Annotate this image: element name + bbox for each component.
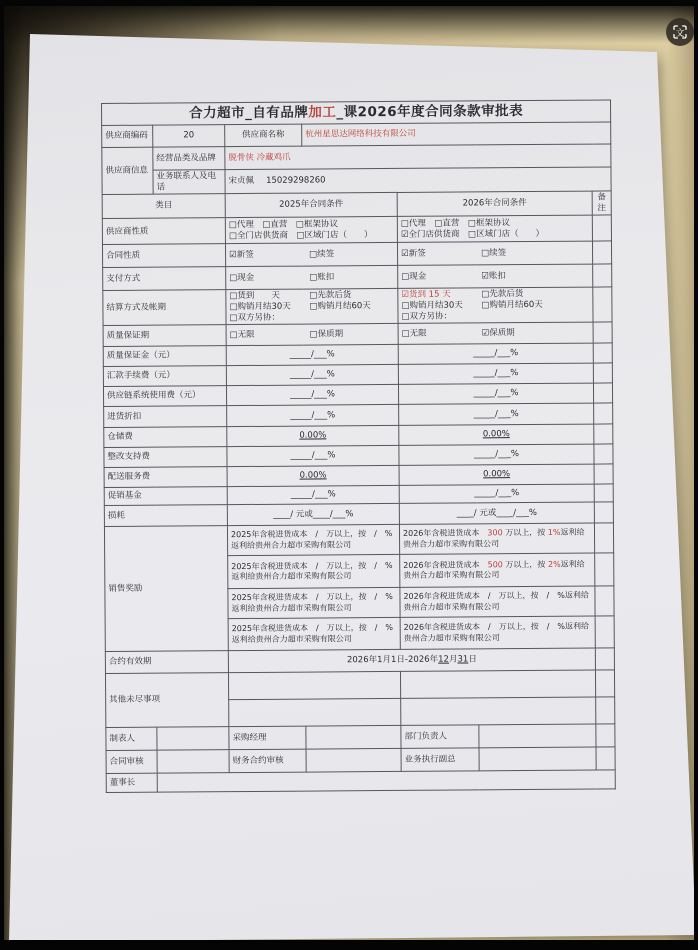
fee-row-2026 bbox=[399, 424, 594, 445]
rewards-text: 2025年含税进货成本 / 万以上，按 / %返利给贵州合力超市采购有限公司 bbox=[231, 623, 394, 644]
translate-button[interactable] bbox=[666, 18, 694, 46]
validity-label: 合约有效期 bbox=[105, 651, 228, 674]
validity-text: 日 bbox=[468, 654, 477, 665]
contact-name: 宋贞佩 bbox=[228, 176, 255, 187]
payment-2026-opt2: ☑账扣 bbox=[481, 271, 506, 282]
fee-row-2026-value: 0.00% bbox=[482, 429, 510, 440]
settlement-2025-opt-m30: □购销月结30天 bbox=[229, 301, 291, 313]
approval-form-table bbox=[101, 99, 616, 793]
fee-row-2026-value: 0.00% bbox=[483, 469, 511, 480]
finance-review-signature-cell bbox=[306, 749, 401, 773]
fee-row-2025: _____/___% bbox=[226, 365, 398, 386]
nature-2025-line2: □全门店供货商 □区域门店（ ） bbox=[228, 229, 373, 241]
fee-row-note bbox=[594, 502, 613, 523]
translate-glyph: 文 bbox=[675, 28, 685, 39]
validity-month: 12 bbox=[438, 655, 449, 666]
supplier-info-label: 供应商信息 bbox=[102, 147, 153, 195]
contract-2025-opt1: ☑新签 bbox=[229, 250, 254, 261]
settlement-2026-opt-m30: □购销月结30天 bbox=[401, 300, 463, 311]
fee-row-2026: _____/___% bbox=[399, 484, 594, 503]
fee-row-label: 整改支持费 bbox=[104, 447, 227, 468]
fee-row-2026 bbox=[399, 464, 594, 485]
other-matters-note bbox=[596, 697, 615, 724]
fee-row-2025: _____/___% bbox=[227, 446, 399, 467]
form-title-part2: _课2026年度合同条款审批表 bbox=[336, 103, 524, 121]
rewards-note bbox=[595, 586, 614, 616]
signature-note bbox=[596, 724, 615, 747]
validity-note bbox=[595, 648, 614, 670]
warranty-label: 质量保证期 bbox=[103, 325, 226, 347]
col-header-note: 备注 bbox=[592, 191, 611, 215]
form-title-part1: 合力超市_自有品牌 bbox=[189, 104, 309, 122]
contract-2026-opt1: ☑新签 bbox=[401, 248, 426, 259]
rewards-row-2026 bbox=[400, 616, 595, 649]
chairman-signature-cell bbox=[157, 770, 615, 792]
settlement-2025-opt-m60: □购销月结60天 bbox=[309, 301, 371, 312]
rewards-text: 返利给贵州合力超市采购有限公司 bbox=[403, 527, 585, 549]
supplier-name-label: 供应商名称 bbox=[225, 124, 302, 147]
fee-row-2025: _____/___% bbox=[226, 345, 398, 366]
fee-row-label: 促销基金 bbox=[104, 487, 227, 506]
fee-row-label: 损耗 bbox=[104, 505, 227, 527]
col-header-2025: 2025年合同条件 bbox=[225, 193, 397, 218]
col-header-category: 类目 bbox=[102, 194, 225, 219]
supplier-code-value: 20 bbox=[153, 125, 225, 148]
department-head-label: 部门负责人 bbox=[401, 725, 479, 749]
settlement-2025 bbox=[226, 289, 398, 325]
warranty-2025 bbox=[226, 324, 398, 346]
fee-row-2025: ____/ 元或____/___% bbox=[227, 504, 399, 526]
contract-note bbox=[592, 241, 611, 264]
payment-2025 bbox=[226, 266, 398, 290]
fee-row-label: 仓储费 bbox=[104, 427, 227, 448]
settlement-note bbox=[593, 287, 612, 322]
rewards-text: 2026年含税进货成本 bbox=[402, 528, 488, 539]
rewards-row-2026 bbox=[399, 523, 594, 554]
settlement-2025-opt-prepay: □先款后货 bbox=[309, 290, 352, 301]
fee-row-2025: _____/___% bbox=[227, 405, 399, 427]
rewards-row-2025 bbox=[228, 555, 400, 589]
rewards-text: 返利给贵州合力超市采购有限公司 bbox=[403, 559, 585, 581]
supplier-code-label: 供应商编码 bbox=[102, 125, 153, 147]
fee-row-note bbox=[594, 464, 613, 484]
fee-row-note bbox=[594, 444, 613, 464]
settlement-2026-opt-delivery: ☑货到 15 天 bbox=[401, 289, 451, 301]
rewards-row-2025 bbox=[228, 588, 400, 619]
warranty-2025-opt2: □保质期 bbox=[309, 329, 344, 340]
rewards-text: 万以上，按 bbox=[502, 528, 548, 538]
fee-row-note bbox=[593, 383, 612, 403]
form-title-highlight: 加工 bbox=[308, 104, 337, 121]
contract-review-label: 合同审核 bbox=[106, 750, 157, 773]
rewards-rate: 2% bbox=[547, 559, 561, 569]
category-brand-value: 脱骨侠 冷藏鸡爪 bbox=[225, 144, 611, 170]
fee-row-label: 汇款手续费（元） bbox=[103, 366, 226, 387]
fee-row-2026: _____/___% bbox=[398, 383, 593, 404]
settlement-2026-opt-other: □双方另协： bbox=[401, 311, 453, 322]
settlement-label: 结算方式及帐期 bbox=[103, 290, 226, 326]
settlement-2026-opt-m60: □购销月结60天 bbox=[481, 299, 543, 311]
other-matters-2025-cell bbox=[229, 699, 401, 727]
contract-2025 bbox=[225, 243, 397, 267]
rewards-note bbox=[595, 553, 614, 586]
warranty-2026-opt2: ☑保质期 bbox=[481, 328, 515, 339]
category-brand-label: 经营品类及品牌 bbox=[153, 147, 225, 171]
warranty-2026 bbox=[398, 322, 593, 344]
purchasing-manager-signature-cell bbox=[306, 726, 401, 750]
finance-review-label: 财务合约审核 bbox=[229, 749, 306, 773]
rewards-note bbox=[594, 523, 613, 553]
payment-label: 支付方式 bbox=[103, 267, 226, 291]
nature-2025 bbox=[225, 217, 397, 244]
contact-label: 业务联系人及电话 bbox=[153, 170, 225, 195]
fee-row-label: 配送服务费 bbox=[104, 467, 227, 488]
fee-row-2025-value: 0.00% bbox=[299, 470, 327, 482]
purchasing-manager-label: 采购经理 bbox=[229, 726, 306, 750]
warranty-2025-opt1: □无限 bbox=[229, 329, 255, 341]
preparer-signature-cell bbox=[157, 727, 229, 751]
chairman-label: 董事长 bbox=[106, 773, 157, 792]
rewards-text: 2025年含税进货成本 / 万以上，按 / %返利给贵州合力超市采购有限公司 bbox=[231, 560, 393, 582]
nature-label: 供应商性质 bbox=[102, 218, 225, 245]
warranty-2026-opt1: □无限 bbox=[401, 328, 427, 339]
fee-row-2026: _____/___% bbox=[398, 343, 593, 364]
payment-2025-opt2: □账扣 bbox=[309, 272, 335, 283]
approval-form bbox=[101, 99, 616, 793]
nature-2025-line1: □代理 □直营 □框架协议 bbox=[228, 219, 338, 231]
fee-row-2025: _____/___% bbox=[226, 385, 398, 406]
fee-row-2025-value: 0.00% bbox=[299, 430, 327, 442]
contact-value bbox=[225, 167, 611, 194]
rewards-text: 2026年含税进货成本 / 万以上，按 / %返利给贵州合力超市采购有限公司 bbox=[403, 621, 590, 643]
fee-row-note bbox=[593, 363, 612, 383]
rewards-row-2026 bbox=[400, 586, 595, 617]
other-matters-2025-cell bbox=[228, 672, 400, 700]
signature-note bbox=[596, 747, 615, 770]
executive-vp-signature-cell bbox=[479, 747, 596, 771]
other-matters-2026-cell bbox=[400, 670, 595, 698]
other-matters-2026-cell bbox=[401, 697, 596, 725]
rewards-rate: 1% bbox=[547, 528, 561, 538]
nature-2026-line2: ☑全门店供货商 □区域门店（ ） bbox=[400, 228, 545, 240]
supplier-name-value: 杭州星思达网络科技有限公司 bbox=[302, 122, 611, 146]
contract-2026 bbox=[397, 241, 592, 265]
other-matters-label: 其他未尽事项 bbox=[105, 673, 228, 728]
fee-row-2025: _____/___% bbox=[227, 486, 399, 505]
rewards-note bbox=[595, 616, 614, 648]
settlement-2026-opt-prepay: □先款后货 bbox=[481, 289, 524, 300]
fee-row-2026: ____/ 元或____/___% bbox=[399, 502, 594, 524]
validity-day: 31 bbox=[457, 654, 469, 665]
payment-note bbox=[593, 264, 612, 287]
rewards-threshold: 500 bbox=[487, 560, 503, 570]
fee-row-note bbox=[594, 424, 613, 444]
validity-text: 2026年1月1日-2026年 bbox=[346, 655, 439, 666]
settlement-2026 bbox=[398, 287, 593, 323]
executive-vp-label: 业务执行副总 bbox=[401, 748, 479, 772]
rewards-label: 销售奖励 bbox=[104, 526, 228, 652]
fee-row-note bbox=[593, 343, 612, 363]
nature-note bbox=[592, 215, 611, 241]
nature-2026-line1: □代理 □直营 □框架协议 bbox=[400, 218, 510, 230]
fee-row-2026: _____/___% bbox=[398, 363, 593, 384]
other-matters-note bbox=[595, 670, 614, 697]
rewards-text: 万以上，按 bbox=[502, 559, 548, 570]
fee-row-note bbox=[594, 403, 613, 424]
fee-row-label: 进货折扣 bbox=[104, 406, 227, 428]
contract-label: 合同性质 bbox=[102, 244, 225, 268]
contract-review-signature-cell bbox=[157, 750, 229, 774]
col-header-2026: 2026年合同条件 bbox=[397, 191, 592, 217]
fee-row-label: 质量保证金（元） bbox=[103, 346, 226, 367]
settlement-2025-opt-delivery: □货到 天 bbox=[229, 291, 280, 302]
contract-2026-opt2: □续签 bbox=[481, 248, 507, 259]
fee-row-2025 bbox=[227, 426, 399, 447]
department-head-signature-cell bbox=[479, 724, 596, 748]
payment-2026 bbox=[398, 264, 593, 288]
settlement-2025-opt-other: □双方另协： bbox=[229, 312, 281, 323]
rewards-text: 2026年含税进货成本 / 万以上，按 / %返利给贵州合力超市采购有限公司 bbox=[403, 590, 589, 612]
fee-row-2026: _____/___% bbox=[399, 403, 594, 425]
fee-row-label: 供应链系统使用费（元） bbox=[103, 386, 226, 407]
fee-row-note bbox=[594, 484, 613, 502]
photo-background bbox=[4, 6, 694, 940]
rewards-text: 2025年含税进货成本 / 万以上，按 / %返利给贵州合力超市采购有限公司 bbox=[230, 529, 393, 550]
contract-2025-opt2: □续签 bbox=[309, 249, 335, 260]
rewards-row-2026 bbox=[400, 553, 595, 587]
rewards-row-2025 bbox=[228, 618, 400, 651]
payment-2025-opt1: □现金 bbox=[229, 272, 255, 284]
rewards-text: 2025年含税进货成本 / 万以上，按 / %返利给贵州合力超市采购有限公司 bbox=[231, 592, 393, 613]
contact-phone: 15029298260 bbox=[266, 175, 326, 187]
rewards-text: 2026年含税进货成本 bbox=[403, 560, 488, 570]
fee-row-2026: _____/___% bbox=[399, 444, 594, 465]
validity-value bbox=[228, 648, 595, 673]
warranty-note bbox=[593, 322, 612, 343]
translate-icon bbox=[672, 24, 688, 40]
rewards-row-2025 bbox=[227, 525, 399, 556]
preparer-label: 制表人 bbox=[106, 727, 157, 750]
settlement-2025-line2 bbox=[229, 301, 394, 313]
validity-text: 月 bbox=[448, 654, 458, 666]
rewards-threshold: 300 bbox=[487, 528, 503, 538]
nature-2026 bbox=[397, 215, 592, 242]
fee-row-2025 bbox=[227, 466, 399, 487]
payment-2026-opt1: □现金 bbox=[401, 271, 427, 282]
